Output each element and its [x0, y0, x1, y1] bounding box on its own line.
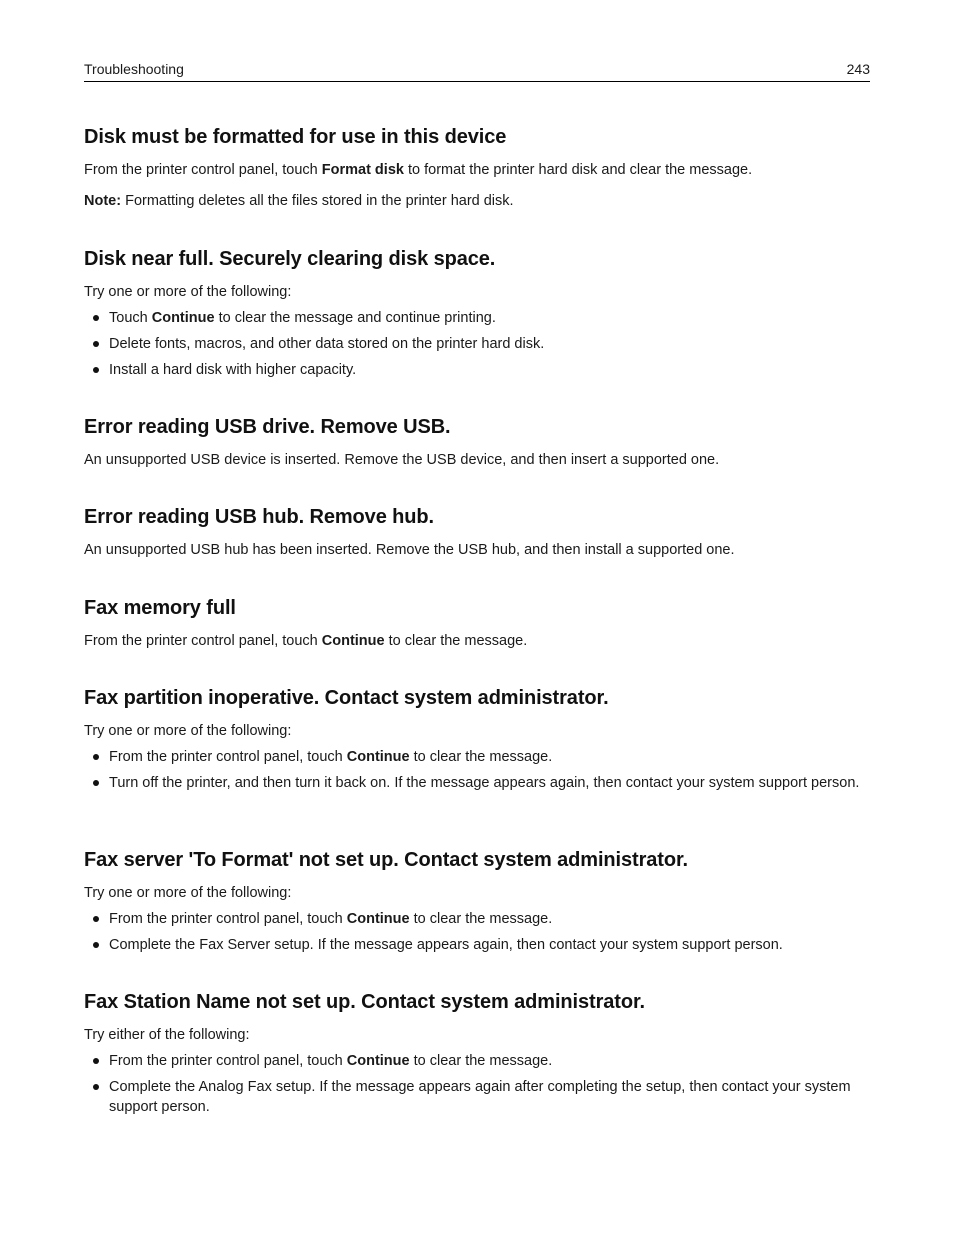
section-heading: Disk near full. Securely clearing disk space. — [84, 248, 496, 270]
note-text: Formatting deletes all the files stored in the printer hard disk. — [121, 193, 514, 209]
page-number: 243 — [846, 61, 870, 77]
section-error-reading-usb-hub — [84, 505, 870, 560]
bullet-icon — [93, 1084, 99, 1090]
body-text: to clear the message. — [384, 633, 528, 649]
body-text: From the printer control panel, touch — [84, 633, 322, 649]
list-item — [84, 308, 870, 328]
list-item — [84, 909, 870, 929]
bullet-icon — [93, 942, 99, 948]
item-text: Delete fonts, macros, and other data stored on the printer hard disk. — [109, 336, 545, 352]
bullet-icon — [93, 780, 99, 786]
section-heading: Disk must be formatted for use in this device — [84, 126, 507, 148]
section-body: An unsupported USB device is inserted. Remove the USB device, and then insert a supported one. — [84, 452, 720, 468]
item-bold: Continue — [346, 749, 410, 765]
body-text: From the printer control panel, touch — [84, 162, 322, 178]
bullet-list — [84, 909, 870, 955]
body-text: to format the printer hard disk and clear the message. — [403, 162, 753, 178]
section-body: An unsupported USB hub has been inserted. Remove the USB hub, and then install a supported one. — [84, 542, 735, 558]
body-bold: Continue — [321, 633, 385, 649]
bullet-icon — [93, 1058, 99, 1064]
section-fax-partition-inoperative — [84, 686, 870, 799]
section-fax-station-name — [84, 990, 870, 1123]
section-heading: Error reading USB hub. Remove hub. — [84, 506, 434, 528]
item-text: to clear the message. — [409, 911, 553, 927]
note-label: Note: — [84, 193, 122, 209]
section-intro: Try one or more of the following: — [84, 885, 292, 901]
bullet-list — [84, 308, 870, 380]
item-text: From the printer control panel, touch — [109, 911, 347, 927]
item-text: to clear the message. — [409, 1053, 553, 1069]
section-fax-memory-full — [84, 596, 870, 651]
list-item — [84, 773, 870, 793]
bullet-icon — [93, 754, 99, 760]
list-item — [84, 1077, 870, 1117]
section-heading: Fax server 'To Format' not set up. Contact system administrator. — [84, 849, 689, 871]
bullet-list — [84, 1051, 870, 1117]
list-item — [84, 747, 870, 767]
bullet-icon — [93, 916, 99, 922]
bullet-icon — [93, 341, 99, 347]
section-body — [84, 160, 870, 180]
item-text: From the printer control panel, touch — [109, 1053, 347, 1069]
section-disk-must-be-formatted — [84, 125, 870, 211]
bullet-icon — [93, 367, 99, 373]
bullet-list — [84, 747, 870, 793]
item-text: Complete the Analog Fax setup. If the message appears again after completing the setup, then contact your system support person. — [109, 1079, 851, 1115]
item-text: Turn off the printer, and then turn it back on. If the message appears again, then contact your system support person. — [109, 775, 860, 791]
section-fax-server-to-format — [84, 848, 870, 961]
header-section-title: Troubleshooting — [84, 61, 184, 77]
item-text: Install a hard disk with higher capacity. — [109, 362, 357, 378]
item-bold: Continue — [346, 911, 410, 927]
section-intro: Try one or more of the following: — [84, 284, 292, 300]
section-body — [84, 631, 870, 651]
running-header — [84, 60, 870, 82]
item-text: to clear the message. — [409, 749, 553, 765]
list-item — [84, 935, 870, 955]
item-text: to clear the message and continue printing. — [214, 310, 496, 326]
item-text: Complete the Fax Server setup. If the message appears again, then contact your system support person. — [109, 937, 783, 953]
item-bold: Continue — [346, 1053, 410, 1069]
item-text: Touch — [109, 310, 152, 326]
section-heading: Fax memory full — [84, 597, 236, 619]
section-heading: Error reading USB drive. Remove USB. — [84, 416, 451, 438]
bullet-icon — [93, 315, 99, 321]
section-error-reading-usb-drive — [84, 415, 870, 470]
section-disk-near-full — [84, 247, 870, 386]
section-heading: Fax Station Name not set up. Contact system administrator. — [84, 991, 645, 1013]
section-intro: Try either of the following: — [84, 1027, 250, 1043]
list-item — [84, 334, 870, 354]
note — [84, 191, 870, 211]
section-intro: Try one or more of the following: — [84, 723, 292, 739]
item-bold: Continue — [151, 310, 215, 326]
list-item — [84, 1051, 870, 1071]
list-item — [84, 360, 870, 380]
body-bold: Format disk — [321, 162, 404, 178]
section-heading: Fax partition inoperative. Contact system administrator. — [84, 687, 609, 709]
item-text: From the printer control panel, touch — [109, 749, 347, 765]
